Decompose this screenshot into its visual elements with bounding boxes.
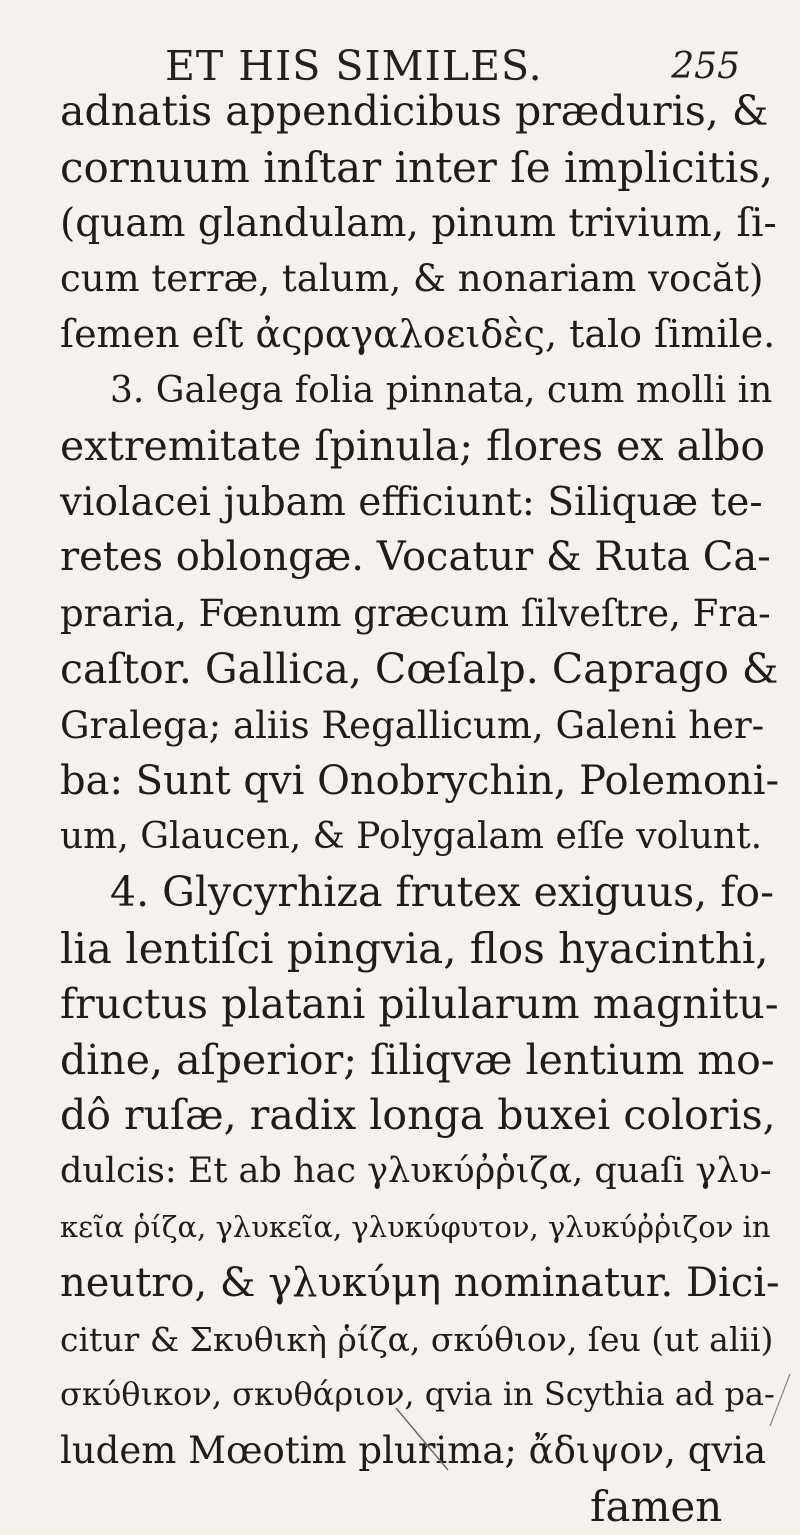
text-line: κεῖα ῥίζα, γλυκεῖα, γλυκύφυτον, γλυκύῤῥιζον in bbox=[60, 1209, 771, 1244]
text-line: retes oblongæ. Vocatur & Ruta Ca- bbox=[60, 534, 771, 581]
text-line: cum terræ, talum, & nonariam vocăt) bbox=[60, 257, 764, 301]
text-line: citur & Σκυθικὴ ῥίζα, σκύθιον, ſeu (ut alii) bbox=[60, 1319, 774, 1359]
text-line: lia lentiſci pingvia, flos hyacinthi, bbox=[60, 923, 769, 973]
text-line: extremitate ſpinula; flores ex albo bbox=[60, 421, 766, 470]
body-text bbox=[60, 84, 780, 1535]
text-line: um, Glaucen, & Polygalam eſſe volunt. bbox=[60, 816, 763, 858]
text-line: ludem Mœotim plurima; ἄδιψον, qvia bbox=[60, 1429, 767, 1473]
text-line: violacei jubam efficiunt: Siliquæ te- bbox=[60, 479, 763, 525]
text-line: neutro, & γλυκύμη nominatur. Dici- bbox=[60, 1259, 780, 1306]
text-line: cornuum inſtar inter ſe implicitis, bbox=[60, 142, 774, 192]
text-line: adnatis appendicibus præduris, & bbox=[60, 87, 769, 135]
pencil-stroke-mark bbox=[392, 1404, 452, 1474]
text-line: dô ruſæ, radix longa buxei coloris, bbox=[60, 1091, 776, 1140]
running-head: ET HIS SIMILES. bbox=[165, 42, 543, 90]
page-number: 255 bbox=[671, 46, 740, 87]
text-line: Gralega; aliis Regallicum, Galeni her- bbox=[60, 703, 765, 747]
text-line: σκύθικον, σκυθάριον, qvia in Scythia ad pa- bbox=[60, 1375, 775, 1414]
text-line: ſemen eſt ἀςραγαλοειδὲς, talo ſimile. bbox=[60, 312, 776, 357]
text-line: dulcis: Et ab hac γλυκύῤῥιζα, quaſi γλυ- bbox=[60, 1151, 772, 1192]
text-line: (quam glandulam, pinum trivium, ſi- bbox=[60, 200, 777, 246]
text-line: 3. Galega folia pinnata, cum molli in bbox=[110, 369, 773, 411]
text-line: 4. Glycyrhiza frutex exiguus, fo- bbox=[110, 868, 774, 917]
text-line: caſtor. Gallica, Cœſalp. Caprago & bbox=[60, 644, 779, 693]
catchword: famen bbox=[590, 1481, 723, 1531]
margin-stroke-mark bbox=[760, 1370, 800, 1430]
text-line: dine, aſperior; ſiliqvæ lentium mo- bbox=[60, 1035, 775, 1084]
text-line: praria, Fœnum græcum ſilveſtre, Fra- bbox=[60, 592, 771, 636]
text-line: ba: Sunt qvi Onobrychin, Polemoni- bbox=[60, 757, 780, 804]
text-line: fructus platani pilularum magnitu- bbox=[60, 979, 779, 1028]
